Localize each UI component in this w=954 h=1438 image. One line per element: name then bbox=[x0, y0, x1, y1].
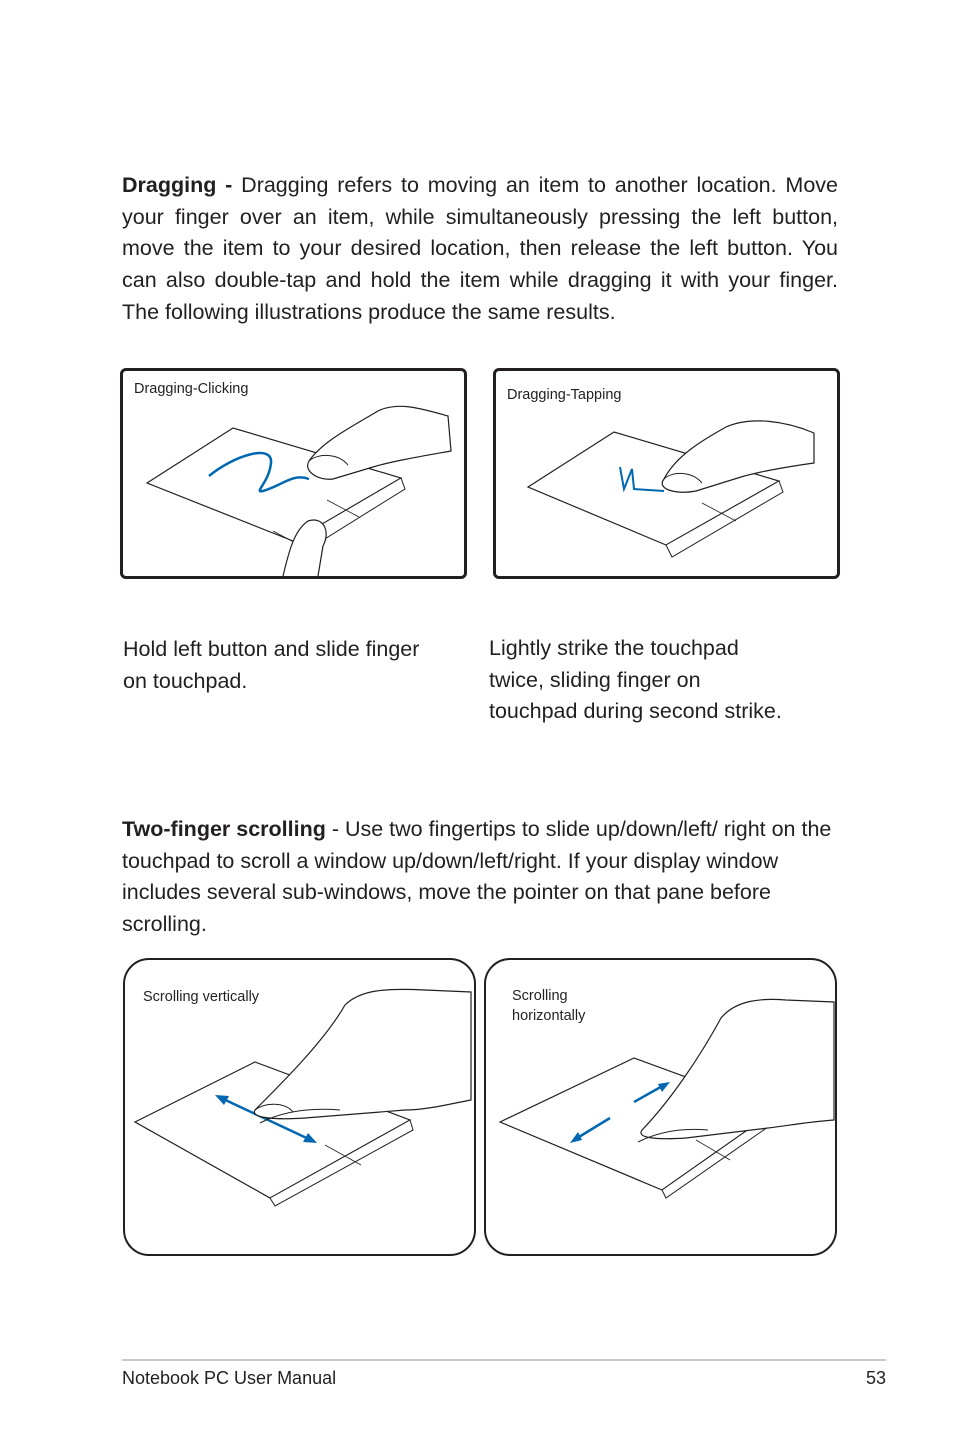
dragging-clicking-illustration bbox=[120, 368, 467, 579]
scrolling-horizontal-illustration bbox=[484, 958, 837, 1256]
touchpad-drag-tap-drawing bbox=[496, 371, 837, 576]
touchpad-drag-click-drawing bbox=[123, 371, 464, 576]
scrolling-text: - Use two fingertips to slide up/down/left/ right on the touchpad to scroll a window up/down/left/right. If your display window includes several sub-windows, move the pointer on that pane before scrolling. bbox=[122, 817, 832, 937]
touchpad-scroll-vertical-drawing bbox=[125, 960, 474, 1254]
dragging-term: Dragging - bbox=[122, 173, 233, 197]
dragging-tapping-illustration bbox=[493, 368, 840, 579]
scrolling-horizontal-label-1: Scrolling bbox=[512, 988, 568, 1004]
scrolling-term: Two-finger scrolling bbox=[122, 817, 326, 841]
scrolling-horizontal-label-2: horizontally bbox=[512, 1008, 586, 1024]
touchpad-scroll-horizontal-drawing bbox=[486, 960, 835, 1254]
page-number: 53 bbox=[865, 1368, 886, 1388]
footer-divider bbox=[122, 1359, 886, 1361]
scrolling-vertical-label: Scrolling vertically bbox=[143, 989, 260, 1005]
footer-title: Notebook PC User Manual bbox=[122, 1368, 337, 1388]
scrolling-vertical-illustration bbox=[123, 958, 476, 1256]
dragging-clicking-label: Dragging-Clicking bbox=[134, 381, 249, 397]
dragging-paragraph bbox=[122, 170, 838, 329]
dragging-tapping-label: Dragging-Tapping bbox=[507, 387, 622, 403]
dragging-clicking-caption: Hold left button and slide finger on touchpad. bbox=[123, 637, 420, 693]
dragging-text: Dragging refers to moving an item to another location. Move your finger over an item, while simultaneously pressing the left button, move the item to your desired location, then release the left button. You can also double-tap and hold the item while dragging it with your finger. The following illustrations produce the same results. bbox=[122, 173, 838, 324]
dragging-tapping-caption: Lightly strike the touchpad twice, sliding finger on touchpad during second strike. bbox=[489, 636, 782, 723]
scrolling-paragraph bbox=[122, 814, 838, 941]
